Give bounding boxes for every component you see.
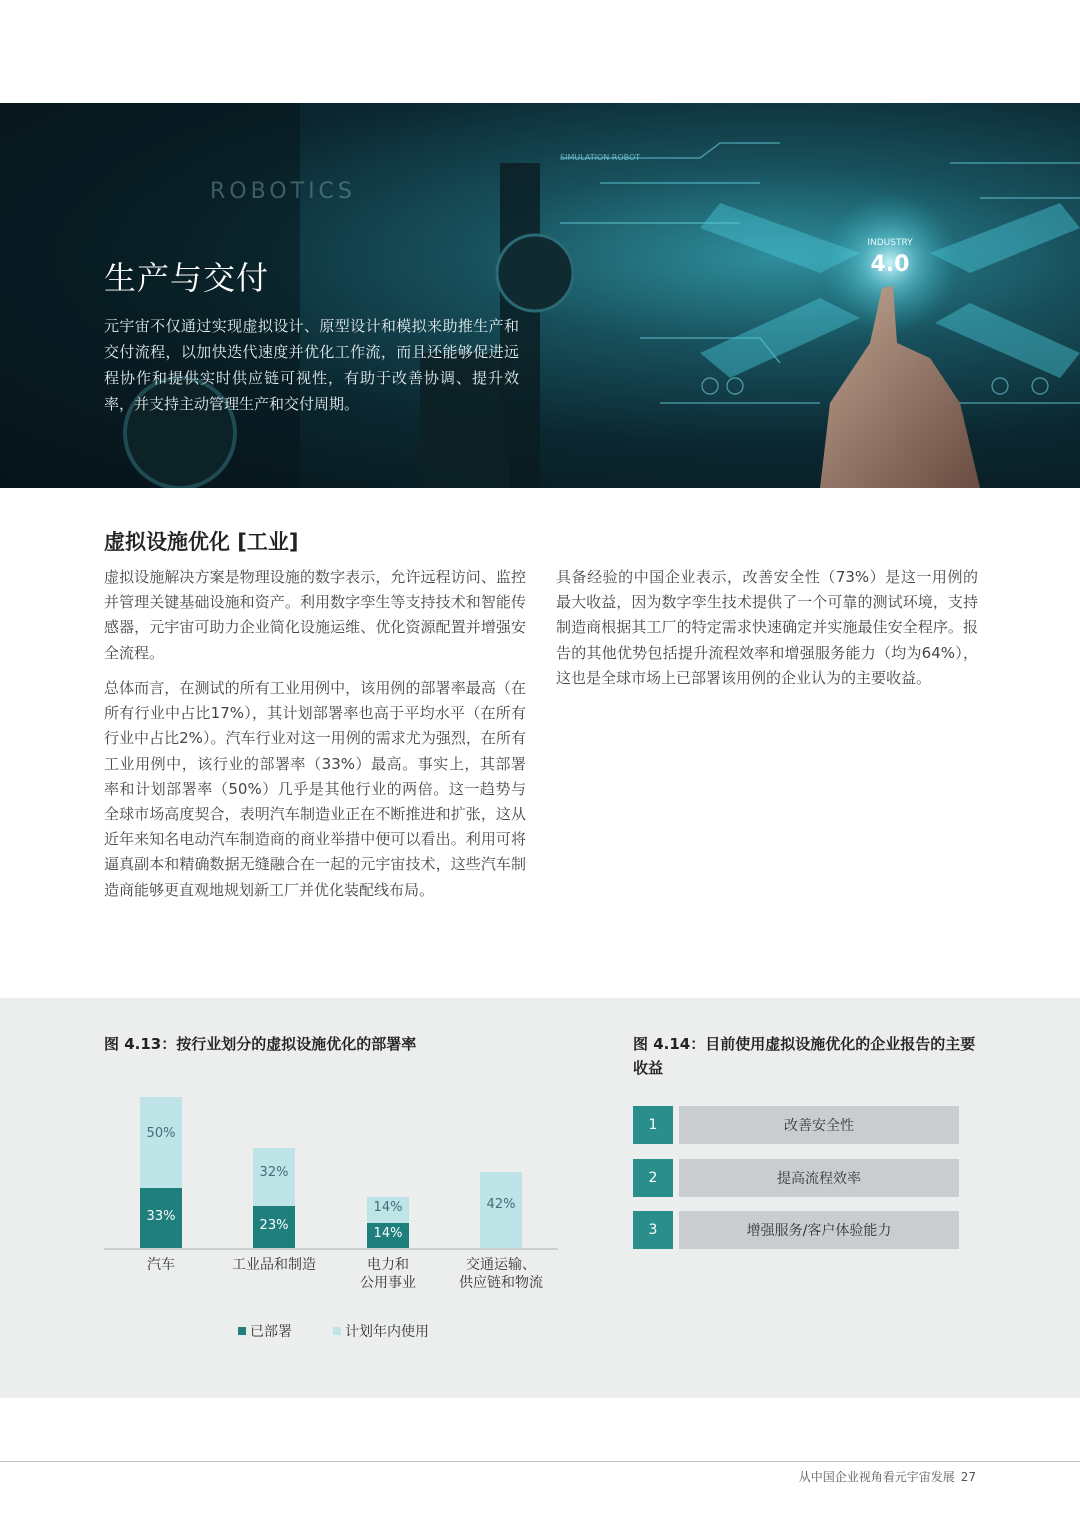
fig-4-13-title: 图 4.13：按行业划分的虚拟设施优化的部署率	[104, 1035, 417, 1053]
benefit-rank: 3	[633, 1211, 673, 1249]
legend-planned-label: 计划年内使用	[345, 1324, 429, 1340]
robotics-watermark: ROBOTICS	[210, 179, 356, 204]
industry-text: INDUSTRY	[867, 238, 913, 248]
bar-planned	[140, 1097, 182, 1188]
section-title: 虚拟设施优化 [工业]	[104, 530, 299, 554]
left-paragraph-1: 虚拟设施解决方案是物理设施的数字表示，允许远程访问、监控并管理关键基础设施和资产。利用数字孪生等支持技术和智能传感器，元宇宙可助力企业简化设施运维、优化资源配置并增强安全流程。	[104, 568, 526, 662]
bar-planned-label: 32%	[259, 1165, 289, 1181]
legend-planned-swatch	[333, 1327, 341, 1335]
footer	[799, 1468, 976, 1485]
hero-banner	[0, 103, 1080, 488]
legend-planned	[333, 1321, 429, 1341]
legend-deployed	[238, 1321, 292, 1341]
bar-deployed-label: 33%	[146, 1208, 176, 1224]
benefit-label: 增强服务/客户体验能力	[679, 1211, 959, 1249]
footer-title: 从中国企业视角看元宇宙发展	[798, 1470, 955, 1484]
bar-deployed-label: 14%	[373, 1226, 403, 1242]
hero-paragraph: 元宇宙不仅通过实现虚拟设计、原型设计和模拟来助推生产和交付流程，以加快迭代速度并优化工作流，而且还能够促进远程协作和提供实时供应链可视性，有助于改善协调、提升效率，并支持主动管理生产和交付周期。	[104, 317, 519, 413]
category-label: 汽车	[147, 1257, 175, 1273]
right-paragraph-1: 具备经验的中国企业表示，改善安全性（73%）是这一用例的最大收益，因为数字孪生技术提供了一个可靠的测试环境，支持制造商根据其工厂的特定需求快速确定并实施最佳安全程序。报告的其他优势包括提升流程效率和增强服务能力（均为64%），这也是全球市场上已部署该用例的企业认为的主要收益。	[556, 568, 978, 687]
legend-deployed-label: 已部署	[250, 1324, 292, 1340]
benefit-label: 改善安全性	[679, 1106, 959, 1144]
category-label: 工业品和制造	[232, 1257, 316, 1273]
benefit-rank: 2	[633, 1159, 673, 1197]
left-paragraph-2: 总体而言，在测试的所有工业用例中，该用例的部署率最高（在所有行业中占比17%），其计划部署率也高于平均水平（在所有行业中占比2%）。汽车行业对这一用例的需求尤为强烈，在所有工业用例中，该行业的部署率（33%）最高。事实上，其部署率和计划部署率（50%）几乎是其他行业的两倍。这一趋势与全球市场高度契合，表明汽车制造业正在不断推进和扩张，这从近年来知名电动汽车制造商的商业举措中便可以看出。利用可将逼真副本和精确数据无缝融合在一起的元宇宙技术，这些汽车制造商能够更直观地规划新工厂并优化装配线布局。	[104, 679, 526, 899]
bar-planned-label: 50%	[146, 1125, 176, 1141]
fig-4-14-title: 图 4.14：目前使用虚拟设施优化的企业报告的主要收益	[633, 1035, 976, 1077]
benefit-rank: 1	[633, 1106, 673, 1144]
chart-axis-line	[104, 1248, 558, 1250]
legend-deployed-swatch	[238, 1327, 246, 1335]
version-text: 4.0	[870, 252, 910, 277]
bar-deployed-label: 23%	[259, 1218, 289, 1234]
hero-title: 生产与交付	[104, 259, 270, 297]
bar-planned-label: 42%	[486, 1196, 516, 1212]
bar-planned-label: 14%	[373, 1199, 403, 1215]
category-label: 电力和 公用事业	[360, 1257, 416, 1291]
page-number: 27	[960, 1470, 976, 1484]
benefit-label: 提高流程效率	[679, 1159, 959, 1197]
footer-divider	[0, 1461, 1080, 1462]
simulation-robot-text: SIMULATION ROBOT	[560, 153, 641, 162]
category-label: 交通运输、 供应链和物流	[459, 1257, 543, 1291]
